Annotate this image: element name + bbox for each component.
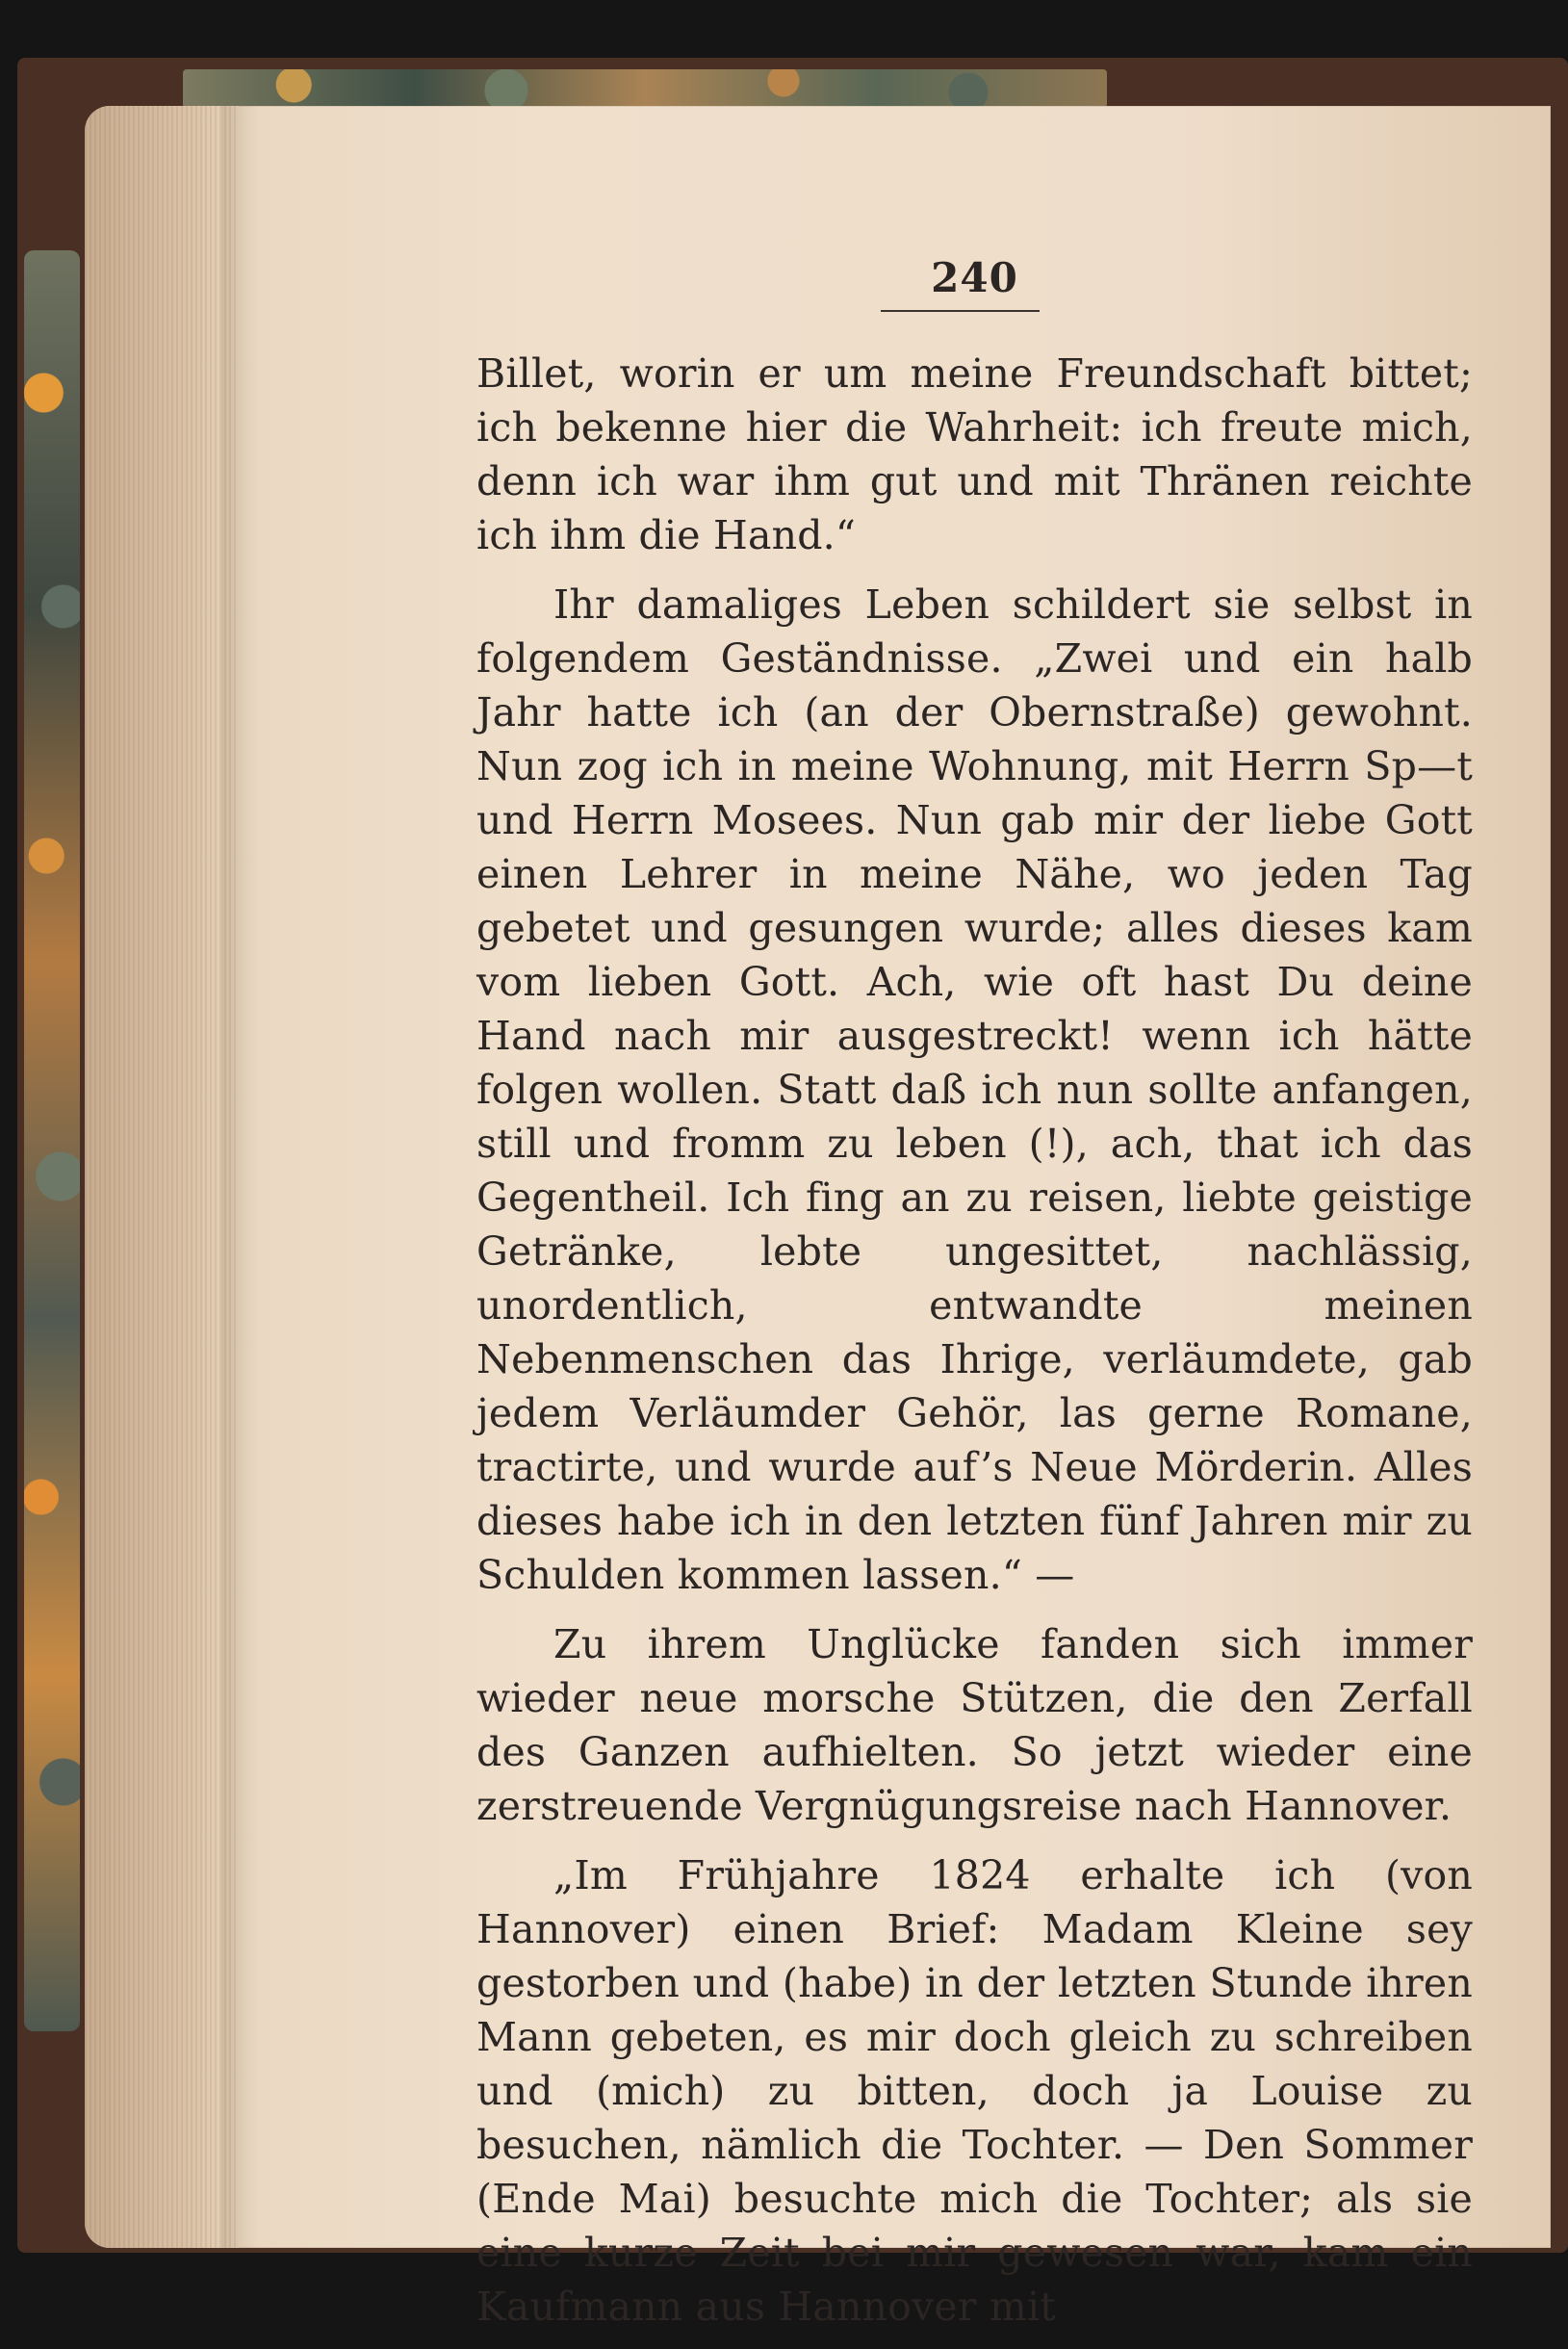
page-text-area bbox=[476, 221, 1473, 2330]
paragraph-3: Zu ihrem Unglücke fanden sich immer wieder neue morsche Stützen, die den Zerfall des Ganzen aufhielten. So jetzt wieder eine zerstreuende Vergnügungsreise nach Hannover. bbox=[476, 1621, 1473, 1829]
page-stack-edge bbox=[85, 106, 239, 2248]
page-number-rule bbox=[881, 310, 1040, 312]
paragraph-2: Ihr damaliges Leben schildert sie selbst in folgendem Geständnisse. „Zwei und ein halb Jahr hatte ich (an der Obernstraße) gewohnt. Nun zog ich in meine Wohnung, mit Herrn Sp—t und Herrn Mosees. Nun gab mir der liebe Gott einen Lehrer in meine Nähe, wo jeden Tag gebetet und gesungen wurde; alles dieses kam vom lieben Gott. Ach, wie oft hast Du deine Hand nach mir ausgestreckt! wenn ich hätte folgen wollen. Statt daß ich nun sollte anfangen, still und fromm zu leben (!), ach, that ich das Gegentheil. Ich fing an zu reisen, liebte geistige Getränke, lebte ungesittet, nachlässig, unordentlich, entwandte meinen Nebenmenschen das Ihrige, verläumdete, gab jedem Verläumder Gehör, las gerne Romane, tractirte, und wurde auf’s Neue Mörderin. Alles dieses habe ich in den letzten fünf Jahren mir zu Schulden kommen lassen.“ — bbox=[476, 581, 1473, 1598]
page-number: 240 bbox=[931, 254, 1018, 301]
paragraph-4: „Im Frühjahre 1824 erhalte ich (von Hannover) einen Brief: Madam Kleine sey gestorben und (habe) in der letzten Stunde ihren Mann gebeten, es mir doch gleich zu schreiben und (mich) zu bitten, doch ja Louise zu besuchen, nämlich die Tochter. — Den Sommer (Ende Mai) besuchte mich die Tochter; als sie eine kurze Zeit bei mir gewesen war, kam ein Kaufmann aus Hannover mit bbox=[476, 1852, 1473, 2330]
page-gutter-shadow bbox=[221, 106, 260, 2248]
page-body bbox=[476, 347, 1473, 2349]
marbled-left-edge bbox=[24, 250, 80, 2031]
paragraph-1: Billet, worin er um meine Freundschaft bittet; ich bekenne hier die Wahrheit: ich freute mich, denn ich war ihm gut und mit Thränen reichte ich ihm die Hand.“ bbox=[476, 350, 1473, 558]
marbled-top-edge bbox=[183, 69, 1107, 108]
